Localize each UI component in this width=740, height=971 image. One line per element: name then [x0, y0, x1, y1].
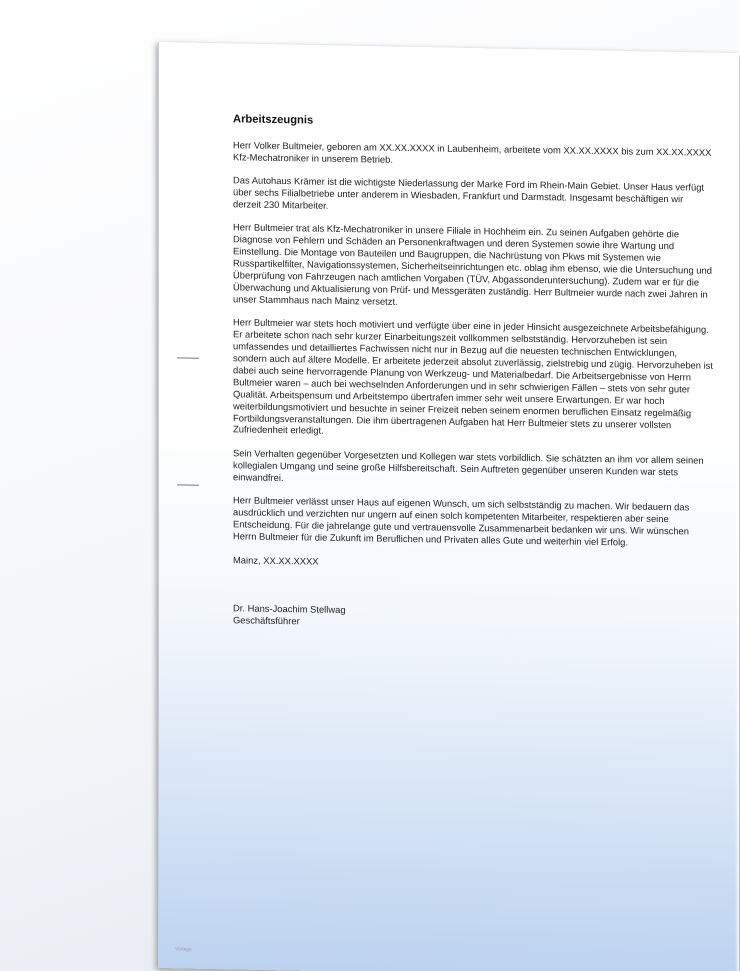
signer-name: Dr. Hans-Joachim Stellwag — [233, 601, 346, 615]
paragraph-conduct: Sein Verhalten gegenüber Vorgesetzten und Kollegen war stets vorbildlich. Sie schätzten an ihm vor allem seinen kollegialen Umgang und seine große Hilfsbereitschaft. Sein Auftreten gegenüber unseren Kunden war stets einwandfrei. — [233, 447, 704, 483]
document-page — [158, 42, 739, 971]
paragraph-duties: Herr Bultmeier trat als Kfz-Mechatroniker in unsere Filiale in Hochheim ein. Zu seinen Aufgaben gehörte die Diagnose von Fehlern und Schäden an Personenkraftwagen und deren Systemen sowie ihre Wartung und Einstellung. Die Montage von Bauteilen und Baugruppen, die Nachrüstung von Pkws mit Systemen wie Russpartikelfilter, Navigationssystemen, Sicherheitseinrichtungen etc. oblag ihm ebenso, wie die Untersuchung und Überprüfung von Fahrzeugen nach amtlichen Vorgaben (TÜV, Abgassonderuntersuchung). Zudem war er für die Überwachung und Aktualisierung von Prüf- und Messgeräten zuständig. Herr Bultmeier wurde nach zwei Jahren in unser Stammhaus nach Mainz versetzt. — [233, 221, 712, 307]
paragraph-closing: Herr Bultmeier verlässt unser Haus auf eigenen Wunsch, um sich selbstständig zu machen. Wir bedauern das ausdrücklich und verzichten nur ungern auf einen solch kompetenten Mitarbeiter, respektieren aber seine Entscheidung. Für die jahrelange gute und vertrauensvolle Zusammenarbeit bedanken wir uns. Wir wünschen Herrn Bultmeier für die Zukunft im Beruflichen und Privaten alles Gute und weiterhin viel Erfolg. — [233, 494, 690, 548]
punch-mark — [177, 484, 199, 485]
fold-mark — [177, 357, 199, 358]
page-edge — [735, 53, 739, 971]
document-title: Arbeitszeugnis — [233, 113, 314, 127]
signer-role: Geschäftsführer — [233, 613, 300, 626]
place-date: Mainz, XX.XX.XXXX — [233, 553, 319, 567]
paragraph-performance: Herr Bultmeier war stets hoch motiviert und verfügte über eine in jeder Hinsicht ausgezeichnete Arbeitsbefähigung. Er arbeitete schon nach sehr kurzer Einarbeitungszeit vollkommen selbstständig. Hervorzuheben ist sein umfassendes und detailliertes Fachwissen nicht nur in Bezug auf die neuesten technischen Entwicklungen, sondern auch auf ältere Modelle. Er arbeitete jederzeit absolut zuverlässig, zielstrebig und zügig. Hervorzuheben ist dabei auch seine hervorragende Planung von Werkzeug- und Materialbedarf. Die Arbeitsergebnisse von Herrn Bultmeier waren – auch bei wechselnden Anforderungen und in sehr schwierigen Fällen – stets von sehr guter Qualität. Arbeitspensum und Arbeitstempo übertrafen immer sehr weit unsere Erwartungen. Er war hoch weiterbildungsmotiviert und besuchte in seiner Freizeit neben seinem enormen beruflichen Einsatz regelmäßig Fortbildungsveranstaltungen. Die ihm übertragenen Aufgaben hat Herr Bultmeier stets zu unserer vollsten Zufriedenheit erledigt. — [233, 316, 713, 437]
paragraph-company: Das Autohaus Krämer ist die wichtigste Niederlassung der Marke Ford im Rhein-Main Gebiet. Unser Haus verfügt über sechs Filialbetriebe unter anderem in Wiesbaden, Frankfurt und Darmstadt. Insgesamt beschäftigen wir derzeit 230 Mitarbeiter. — [233, 174, 705, 211]
paragraph-intro: Herr Volker Bultmeier, geboren am XX.XX.XXXX in Laubenheim, arbeitete vom XX.XX.XXXX bis zum XX.XX.XXXX Kfz-Mechatroniker in unserem Betrieb. — [233, 139, 712, 165]
document-body — [233, 114, 713, 633]
footer-note: Vorlage — [175, 946, 192, 953]
